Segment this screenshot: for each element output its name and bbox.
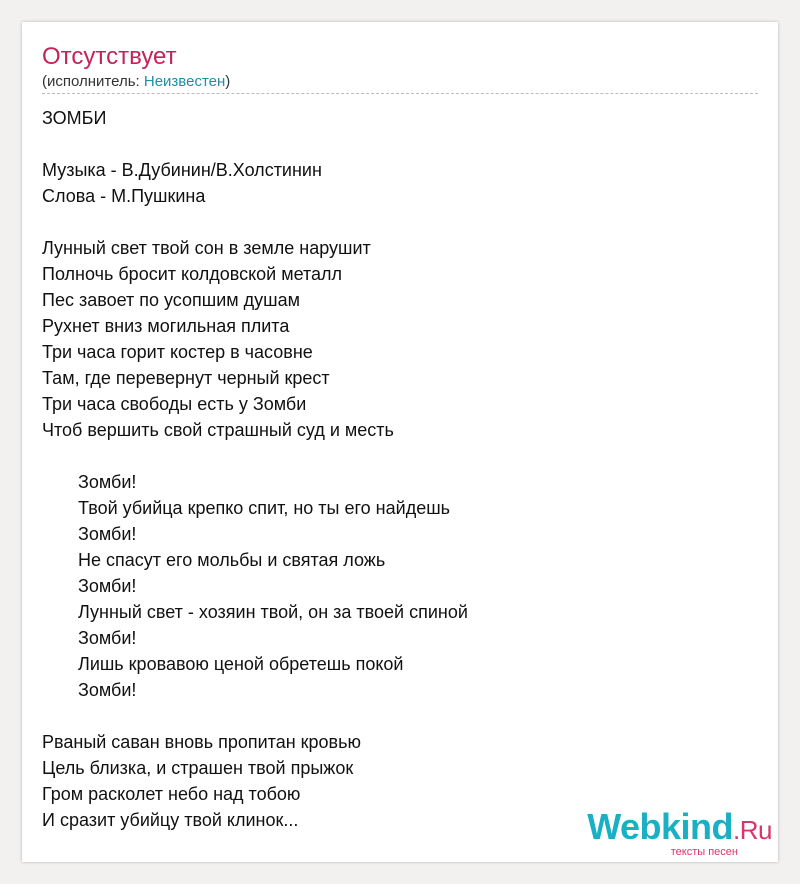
lyric-line: Твой убийца крепко спит, но ты его найдешь [78,498,451,518]
lyrics-card [22,22,778,862]
lyric-line: Чтоб вершить свой страшный суд и месть [42,420,394,440]
lyric-line: И сразит убийцу твой клинок... [42,810,299,830]
artist-link[interactable]: Неизвестен [143,73,226,90]
lyric-line: Лунный свет твой сон в земле нарушит [42,238,371,258]
song-title: Отсутствует [42,43,177,70]
blank-line [42,209,758,235]
lyric-line: Музыка - В.Дубинин/В.Холстинин [42,160,322,180]
lyric-line: Три часа горит костер в часовне [42,342,313,362]
logo-subtitle: тексты песен [670,846,738,858]
blank-line [42,443,758,469]
logo-wordmark [587,808,772,849]
lyric-line: Цель близка, и страшен твой прыжок [42,758,354,778]
blank-line [42,703,758,729]
artist-suffix: ) [225,73,231,90]
lyric-line: Не спасут его мольбы и святая ложь [78,550,386,570]
lyric-line: Лишь кровавою ценой обретешь покой [78,654,404,674]
lyric-line: Три часа свободы есть у Зомби [42,394,307,414]
lyric-line: Там, где перевернут черный крест [42,368,330,388]
artist-line [42,73,230,91]
lyric-line: Зомби! [78,472,137,492]
lyric-line: Рухнет вниз могильная плита [42,316,290,336]
logo-ru-text: .Ru [733,815,772,845]
header-divider [42,93,758,94]
lyric-line: Гром расколет небо над тобою [42,784,301,804]
artist-prefix: (исполнитель: [42,73,144,90]
lyric-line: Слова - М.Пушкина [42,186,206,206]
blank-line [42,131,758,157]
lyric-line: Зомби! [78,524,137,544]
lyric-line: Зомби! [78,628,137,648]
lyrics-text [42,105,758,833]
lyric-line: Зомби! [78,576,137,596]
lyric-line: Зомби! [78,680,137,700]
site-logo[interactable] [587,808,772,858]
logo-main-text: Webkind [587,806,734,847]
lyric-line: Пес завоет по усопшим душам [42,290,300,310]
lyric-line: Лунный свет - хозяин твой, он за твоей спиной [78,602,468,622]
lyric-line: ЗОМБИ [42,108,107,128]
lyric-line: Полночь бросит колдовской металл [42,264,343,284]
lyric-line: Рваный саван вновь пропитан кровью [42,732,361,752]
